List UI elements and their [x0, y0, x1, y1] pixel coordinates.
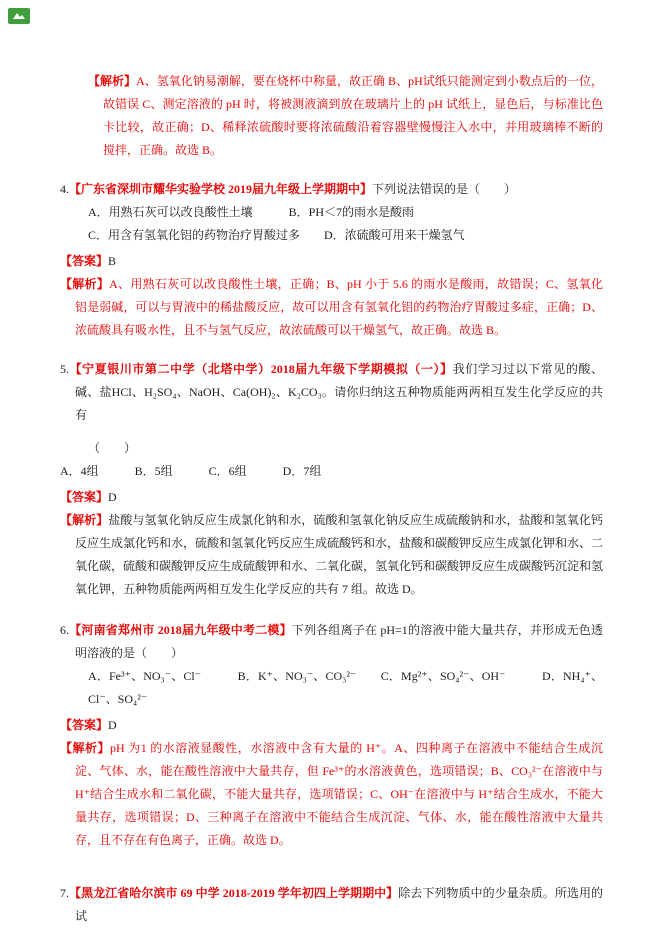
q3-analysis-paragraph — [60, 70, 603, 162]
page-content — [60, 70, 603, 928]
question-number: 6. — [60, 623, 69, 637]
question-source: 【河南省郑州市 2018届九年级中考二模】 — [69, 623, 292, 637]
options-text: A．Fe³⁺、NO₃⁻、Cl⁻ B．K⁺、NO₃⁻、CO₃²⁻ C．Mg²⁺、SO₄²⁻、OH⁻ D．NH₄⁺、Cl⁻、SO₄²⁻ — [88, 669, 603, 706]
question-5-options — [60, 460, 603, 483]
analysis-text: A、用熟石灰可以改良酸性土壤，正确；B、pH 小于 5.6 的雨水是酸雨，故错误；C、氢氧化铝是弱碱，可以与胃液中的稀盐酸反应，故可以用含有氢氧化铝的药物治疗胃酸过多症，正确；D、浓硫酸具有吸水性，且不与氢气反应，故浓硫酸可以干燥氢气，故正确。故选 B。 — [75, 277, 603, 337]
question-6-options — [60, 665, 603, 711]
question-stem: 下列各组离子在 pH=1的溶液中能大量共存，并形成无色透明溶液的是（ ） — [75, 623, 603, 660]
question-number: 4. — [60, 182, 69, 196]
question-6-answer — [60, 714, 603, 737]
analysis-text: 盐酸与氢氧化钠反应生成氯化钠和水，硫酸和氢氧化钠反应生成硫酸钠和水，盐酸和氢氧化钙反应生成氯化钙和水，硫酸和氢氧化钙反应生成硫酸钙和水，盐酸和碳酸钾反应生成氯化钾和水、二氧化碳，硫酸和碳酸钾反应生成硫酸钾和水、二氧化碳，氢氧化钙和碳酸钾反应生成碳酸钙沉淀和氢氧化钾，五种物质能两两相互发生化学反应的共有 7 组。故选 D。 — [75, 513, 604, 596]
answer-label: 【答案】 — [60, 718, 109, 732]
question-source: 【黑龙江省哈尔滨市 69 中学 2018-2019 学年初四上学期期中】 — [69, 886, 399, 900]
question-5-stem-parens — [60, 437, 603, 460]
analysis-label: 【解析】 — [60, 741, 111, 755]
question-number: 5. — [60, 362, 69, 376]
answer-blank-parens: （ ） — [88, 441, 137, 455]
answer-label: 【答案】 — [60, 490, 109, 504]
question-4-analysis — [60, 273, 603, 342]
question-number: 7. — [60, 886, 69, 900]
question-stem: 我们学习过以下常见的酸、碱、盐HCl、H₂SO₄、NaOH、Ca(OH)₂、K₂CO₃。请你归纳这五种物质能两两相互发生化学反应的共有 — [75, 362, 603, 422]
question-6 — [60, 619, 603, 665]
question-source: 【宁夏银川市第二中学（北塔中学）2018届九年级下学期模拟（一）】 — [69, 362, 453, 376]
answer-value: B — [108, 254, 117, 268]
analysis-text: A、氢氧化钠易潮解，要在烧杯中称量，故正确 B、pH试纸只能测定到小数点后的一位，故错误 C、测定溶液的 pH 时，将被测液滴到放在玻璃片上的 pH 试纸上，显色后，与标准比色卡比较，故正确；D、稀释浓硫酸时要将浓硫酸沿着容器壁慢慢注入水中，并用玻璃棒不断的搅拌，正确。故选 B。 — [103, 74, 603, 157]
analysis-label: 【解析】 — [60, 513, 109, 527]
question-stem: 下列说法错误的是（ ） — [372, 182, 517, 196]
question-5-answer — [60, 486, 603, 509]
question-stem: 除去下列物质中的少量杂质。所选用的试 — [75, 886, 603, 923]
question-5-analysis — [60, 509, 603, 601]
question-4 — [60, 178, 603, 201]
question-4-answer — [60, 250, 603, 273]
question-7 — [60, 882, 603, 928]
question-source: 【广东省深圳市耀华实验学校 2019届九年级上学期期中】 — [69, 182, 373, 196]
answer-label: 【答案】 — [60, 254, 109, 268]
analysis-label: 【解析】 — [88, 74, 137, 88]
question-6-analysis — [60, 737, 603, 852]
options-text: A．4组 B．5组 C．6组 D．7组 — [60, 464, 322, 478]
question-4-options-line-1 — [60, 201, 603, 224]
options-text: A．用熟石灰可以改良酸性土壤 B．PH＜7的雨水是酸雨 — [88, 205, 415, 219]
answer-value: D — [108, 490, 117, 504]
site-logo-icon — [8, 8, 30, 24]
question-5 — [60, 358, 603, 427]
analysis-label: 【解析】 — [60, 277, 110, 291]
analysis-text: pH 为1 的水溶液显酸性，水溶液中含有大量的 H⁺。A、四种离子在溶液中不能结合生成沉淀、气体、水，能在酸性溶液中大量共存，但 Fe³⁺的水溶液黄色，选项错误；B、CO₃²⁻在溶液中与 H⁺结合生成水和二氧化碳，不能大量共存，选项错误；C、OH⁻在溶液中与 H⁺结合生成水，不能大量共存，选项错误；D、三种离子在溶液中不能结合生成沉淀、气体、水，能在酸性溶液中大量共存，且不存在有色离子，正确。故选 D。 — [75, 741, 603, 847]
answer-value: D — [108, 718, 117, 732]
options-text: C．用含有氢氧化铝的药物治疗胃酸过多 D．浓硫酸可用来干燥氢气 — [88, 228, 465, 242]
question-4-options-line-2 — [60, 224, 603, 247]
